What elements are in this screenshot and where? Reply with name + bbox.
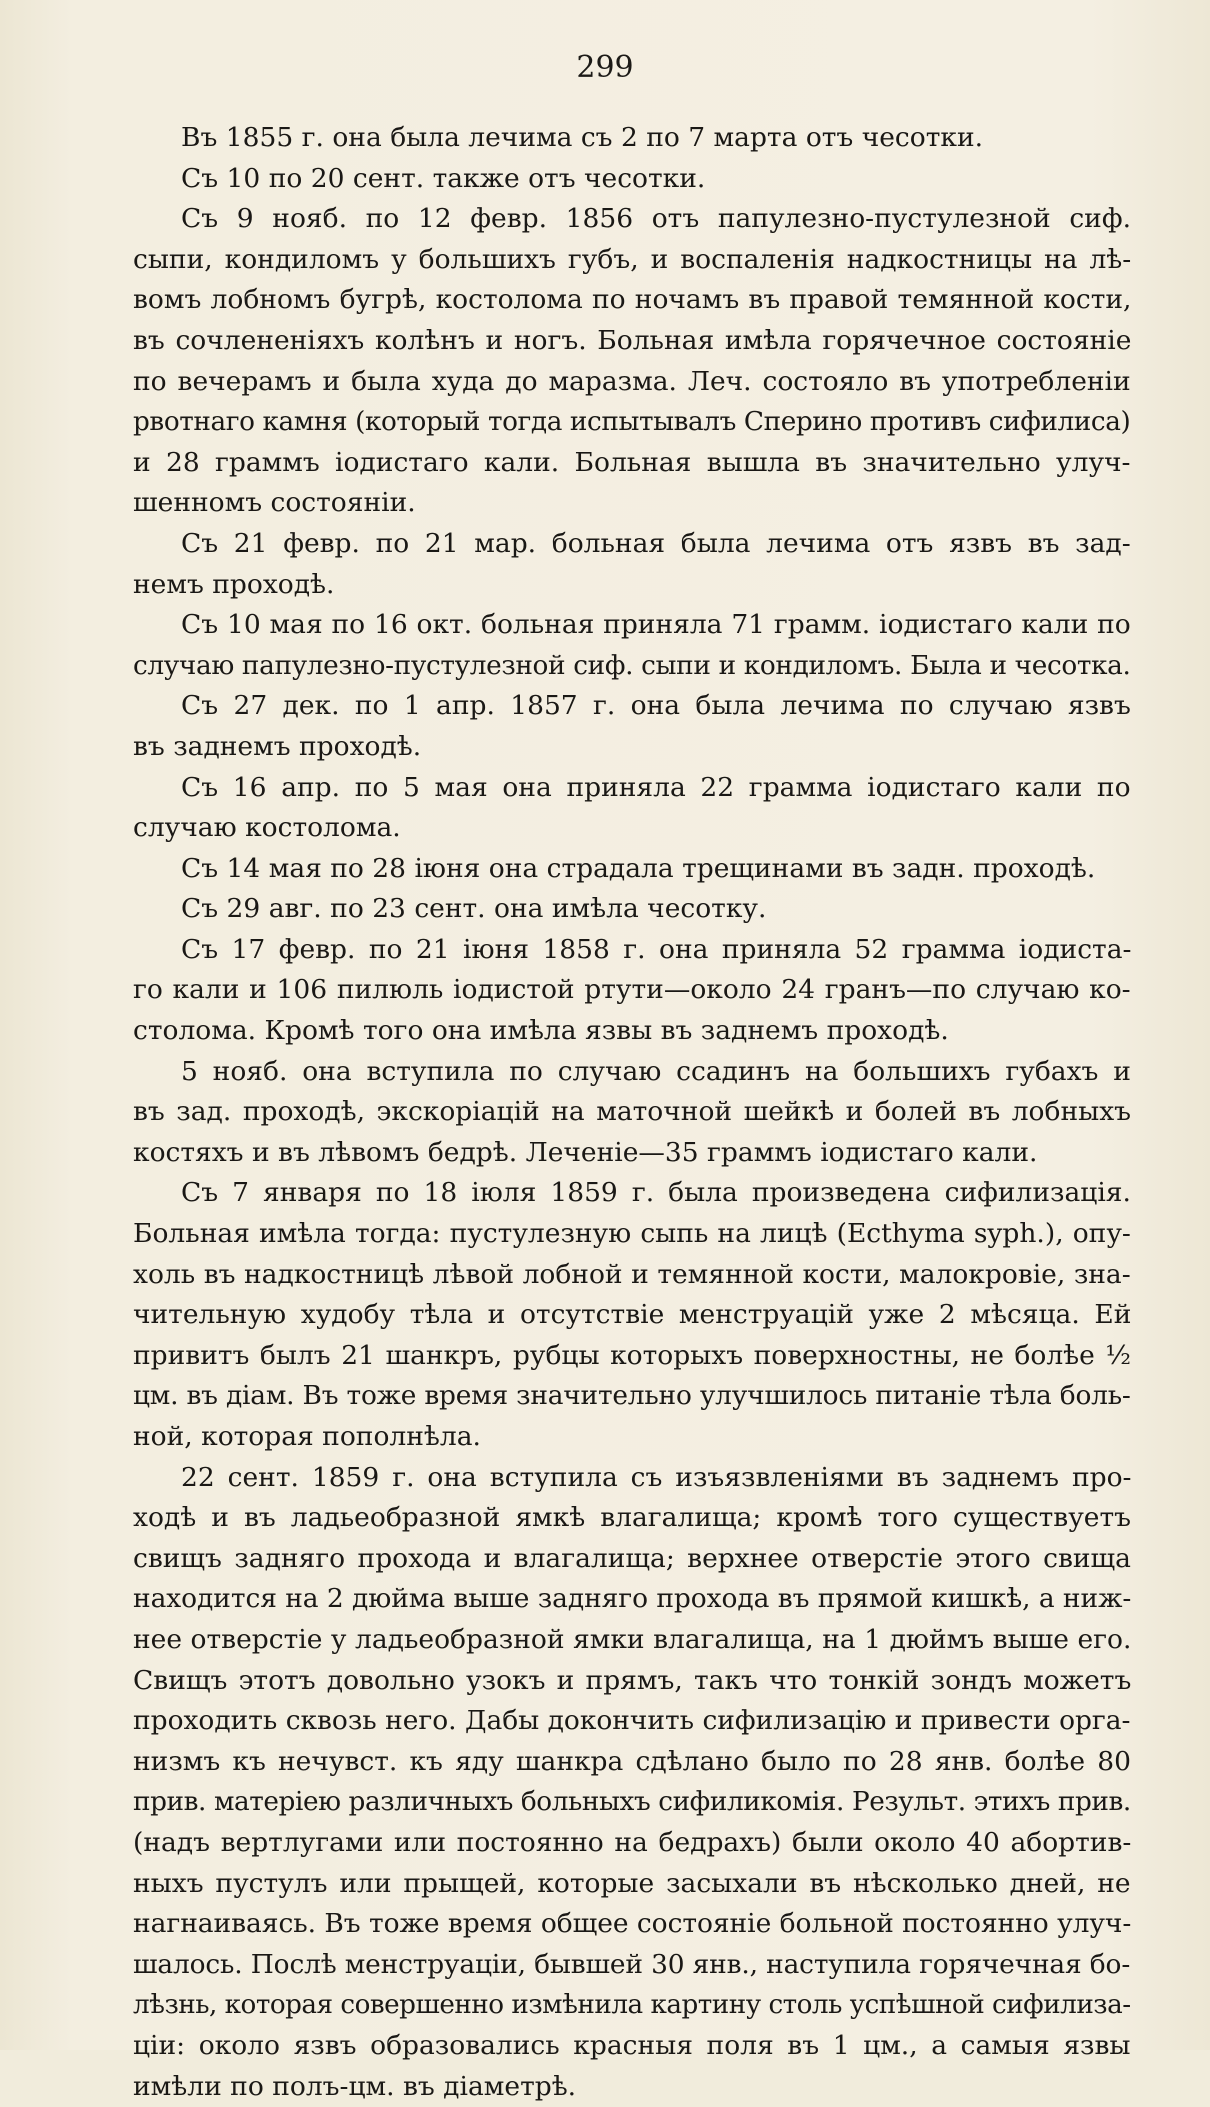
text-line: случаю костолома. [133,808,1131,849]
text-line: прив. матеріею различныхъ больныхъ сифиликомія. Результ. этихъ прив. [133,1782,1131,1823]
text-line: рвотнаго камня (который тогда испытывалъ Сперино противъ сифилиса) [133,402,1131,443]
text-line: (надъ вертлугами или постоянно на бедрахъ) были около 40 абортив- [133,1823,1131,1864]
text-line: Въ 1855 г. она была лечима съ 2 по 7 марта отъ чесотки. [133,118,1131,159]
text-line: 22 сент. 1859 г. она вступила съ изъязвленіями въ заднемъ про- [133,1458,1131,1499]
text-line: шенномъ состояніи. [133,483,1131,524]
text-line: чительную худобу тѣла и отсутствіе менструацій уже 2 мѣсяца. Ей [133,1295,1131,1336]
text-line: низмъ къ нечувст. къ яду шанкра сдѣлано было по 28 янв. болѣе 80 [133,1742,1131,1783]
text-line: Съ 21 февр. по 21 мар. больная была лечима отъ язвъ въ зад- [133,524,1131,565]
text-line: Съ 7 января по 18 іюля 1859 г. была произведена сифилизація. [133,1173,1131,1214]
text-line: по вечерамъ и была худа до маразма. Леч. состояло въ употребленіи [133,362,1131,403]
text-line: Съ 9 нояб. по 12 февр. 1856 отъ папулезно-пустулезной сиф. [133,199,1131,240]
text-line: и 28 граммъ іодистаго кали. Больная вышла въ значительно улуч- [133,443,1131,484]
text-line: Съ 27 дек. по 1 апр. 1857 г. она была лечима по случаю язвъ [133,686,1131,727]
text-line: сыпи, кондиломъ у большихъ губъ, и воспаленія надкостницы на лѣ- [133,240,1131,281]
text-line: Съ 14 мая по 28 іюня она страдала трещинами въ задн. проходѣ. [133,849,1131,890]
text-line: Съ 29 авг. по 23 сент. она имѣла чесотку. [133,889,1131,930]
text-line: холь въ надкостницѣ лѣвой лобной и темянной кости, малокровіе, зна- [133,1255,1131,1296]
text-line: столома. Кромѣ того она имѣла язвы въ заднемъ проходѣ. [133,1011,1131,1052]
text-line: Больная имѣла тогда: пустулезную сыпь на лицѣ (Ecthyma syph.), опу- [133,1214,1131,1255]
text-line: въ сочлененіяхъ колѣнъ и ногъ. Больная имѣла горячечное состояніе [133,321,1131,362]
text-line: ходѣ и въ ладьеобразной ямкѣ влагалища; кромѣ того существуетъ [133,1498,1131,1539]
text-line: ціи: около язвъ образовались красныя поля въ 1 цм., а самыя язвы [133,2026,1131,2067]
text-line: цм. въ діам. Въ тоже время значительно улучшилось питаніе тѣла боль- [133,1376,1131,1417]
text-line: го кали и 106 пилюль іодистой ртути—около 24 гранъ—по случаю ко- [133,970,1131,1011]
text-line: 5 нояб. она вступила по случаю ссадинъ на большихъ губахъ и [133,1052,1131,1093]
text-line: ной, которая пополнѣла. [133,1417,1131,1458]
text-line: въ заднемъ проходѣ. [133,727,1131,768]
text-line: ныхъ пустулъ или прыщей, которые засыхали въ нѣсколько дней, не [133,1864,1131,1905]
text-line: свищъ задняго прохода и влагалища; верхнее отверстіе этого свища [133,1539,1131,1580]
text-line: вомъ лобномъ бугрѣ, костолома по ночамъ въ правой темянной кости, [133,280,1131,321]
text-line: привитъ былъ 21 шанкръ, рубцы которыхъ поверхностны, не болѣе ½ [133,1336,1131,1377]
text-line: костяхъ и въ лѣвомъ бедрѣ. Леченіе—35 граммъ іодистаго кали. [133,1133,1131,1174]
text-line: Съ 10 по 20 сент. также отъ чесотки. [133,159,1131,200]
text-line: находится на 2 дюйма выше задняго прохода въ прямой кишкѣ, а ниж- [133,1579,1131,1620]
text-line: Свищъ этотъ довольно узокъ и прямъ, такъ что тонкій зондъ можетъ [133,1661,1131,1702]
text-line: Съ 17 февр. по 21 іюня 1858 г. она приняла 52 грамма іодиста- [133,930,1131,971]
page-number: 299 [0,50,1210,85]
text-line: нее отверстіе у ладьеобразной ямки влагалища, на 1 дюймъ выше его. [133,1620,1131,1661]
text-line: случаю папулезно-пустулезной сиф. сыпи и кондиломъ. Была и чесотка. [133,646,1131,687]
text-line: Съ 10 мая по 16 окт. больная приняла 71 грамм. іодистаго кали по [133,605,1131,646]
text-line: имѣли по полъ-цм. въ діаметрѣ. [133,2067,1131,2107]
text-line: нагнаиваясь. Въ тоже время общее состояніе больной постоянно улуч- [133,1904,1131,1945]
text-line: Съ 16 апр. по 5 мая она приняла 22 грамма іодистаго кали по [133,768,1131,809]
text-line: въ зад. проходѣ, экскоріацій на маточной шейкѣ и болей въ лобныхъ [133,1092,1131,1133]
text-line: немъ проходѣ. [133,565,1131,606]
body-text [133,118,1131,2107]
text-line: проходить сквозь него. Дабы докончить сифилизацію и привести орга- [133,1701,1131,1742]
text-line: шалось. Послѣ менструаціи, бывшей 30 янв., наступила горячечная бо- [133,1945,1131,1986]
text-line: лѣзнь, которая совершенно измѣнила картину столь успѣшной сифилиза- [133,1985,1131,2026]
